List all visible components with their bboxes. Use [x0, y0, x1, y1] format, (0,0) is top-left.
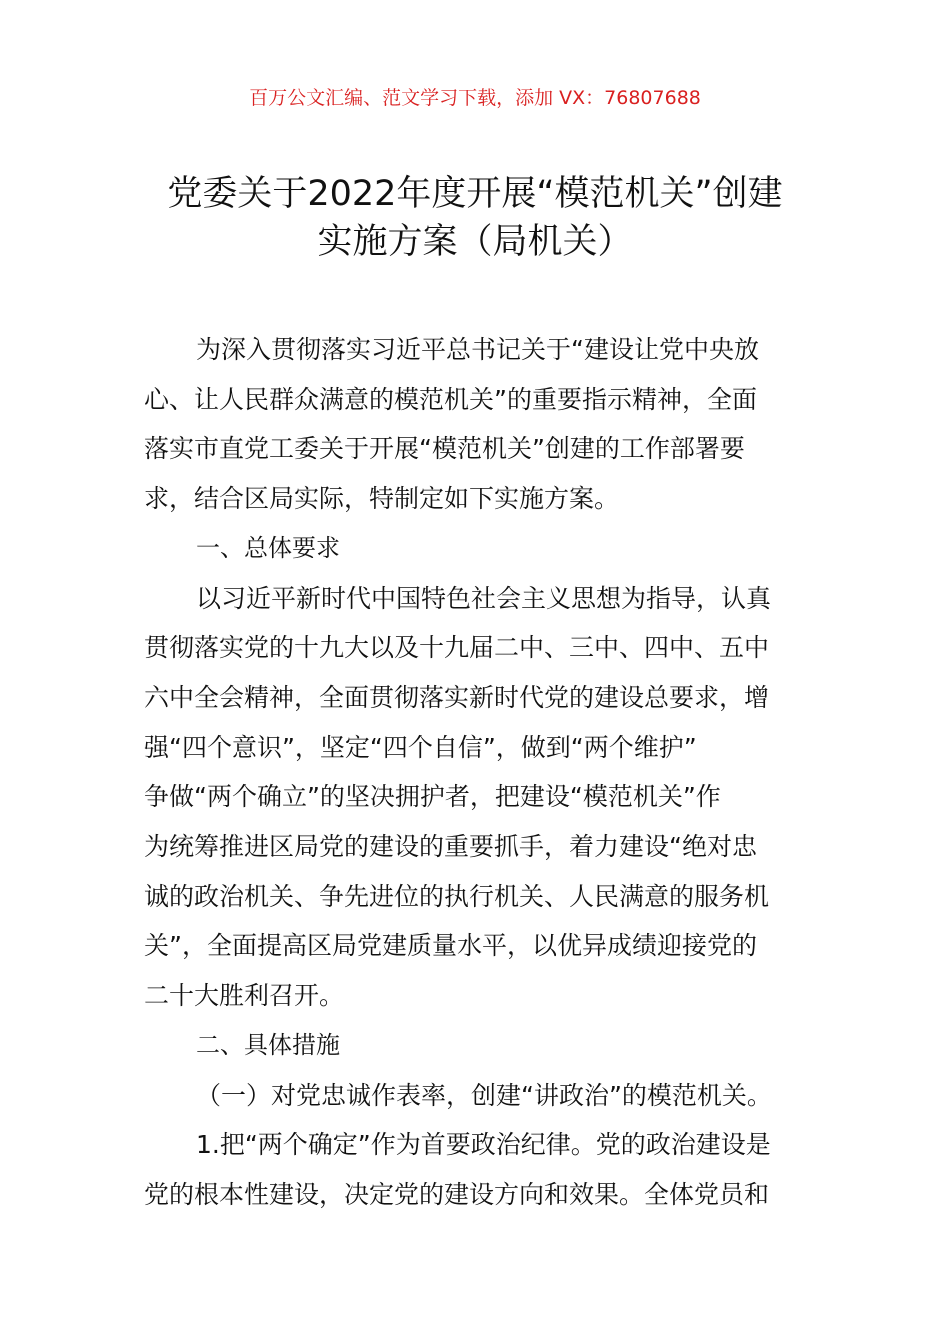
- section-heading-text: 一、总体要求: [196, 533, 340, 562]
- paragraph-line: 强“四个意识”，坚定“四个自信”，做到“两个维护”: [144, 732, 697, 762]
- section-heading-2: [144, 1021, 808, 1071]
- title-line-2: 实施方案（局机关）: [317, 222, 633, 262]
- paragraph-line: 1.把“两个确定”作为首要政治纪律。党的政治建设是: [196, 1130, 771, 1160]
- subsection-heading-1: [144, 1071, 808, 1121]
- paragraph-line: 求，结合区局实际，特制定如下实施方案。: [144, 484, 620, 514]
- paragraph-line: 二十大胜利召开。: [144, 981, 345, 1011]
- section-heading-text: 二、具体措施: [196, 1030, 340, 1059]
- paragraph-line: 关”，全面提高区局党建质量水平，以优异成绩迎接党的: [144, 931, 757, 961]
- paragraph-line: 党的根本性建设，决定党的建设方向和效果。全体党员和: [144, 1179, 770, 1209]
- title-line-1: 党委关于2022年度开展“模范机关”创建: [167, 174, 783, 214]
- paragraph-line: 以习近平新时代中国特色社会主义思想为指导，认真: [196, 583, 772, 613]
- paragraph-line: 为深入贯彻落实习近平总书记关于“建设让党中央放: [196, 335, 759, 364]
- section-heading-1: [144, 524, 808, 574]
- paragraph-intro: [144, 325, 808, 524]
- paragraph-general-requirements: [144, 574, 808, 1021]
- paragraph-line: 落实市直党工委关于开展“模范机关”创建的工作部署要: [144, 434, 745, 464]
- paragraph-line: 诚的政治机关、争先进位的执行机关、人民满意的服务机: [144, 881, 770, 911]
- subsection-heading-text: （一）对党忠诚作表率，创建“讲政治”的模范机关。: [196, 1080, 772, 1110]
- header-note: 百万公文汇编、范文学习下载，添加 VX：76807688: [249, 87, 701, 109]
- document-body: [144, 325, 808, 1220]
- paragraph-line: 心、让人民群众满意的模范机关”的重要指示精神，全面: [144, 384, 757, 414]
- paragraph-line: 为统筹推进区局党的建设的重要抓手，着力建设“绝对忠: [144, 832, 757, 862]
- paragraph-line: 争做“两个确立”的坚决拥护者，把建设“模范机关”作: [144, 782, 721, 812]
- paragraph-line: 六中全会精神，全面贯彻落实新时代党的建设总要求，增: [144, 682, 770, 712]
- paragraph-line: 贯彻落实党的十九大以及十九届二中、三中、四中、五中: [144, 633, 770, 663]
- document-title: [120, 170, 830, 266]
- paragraph-item-1: [144, 1120, 808, 1219]
